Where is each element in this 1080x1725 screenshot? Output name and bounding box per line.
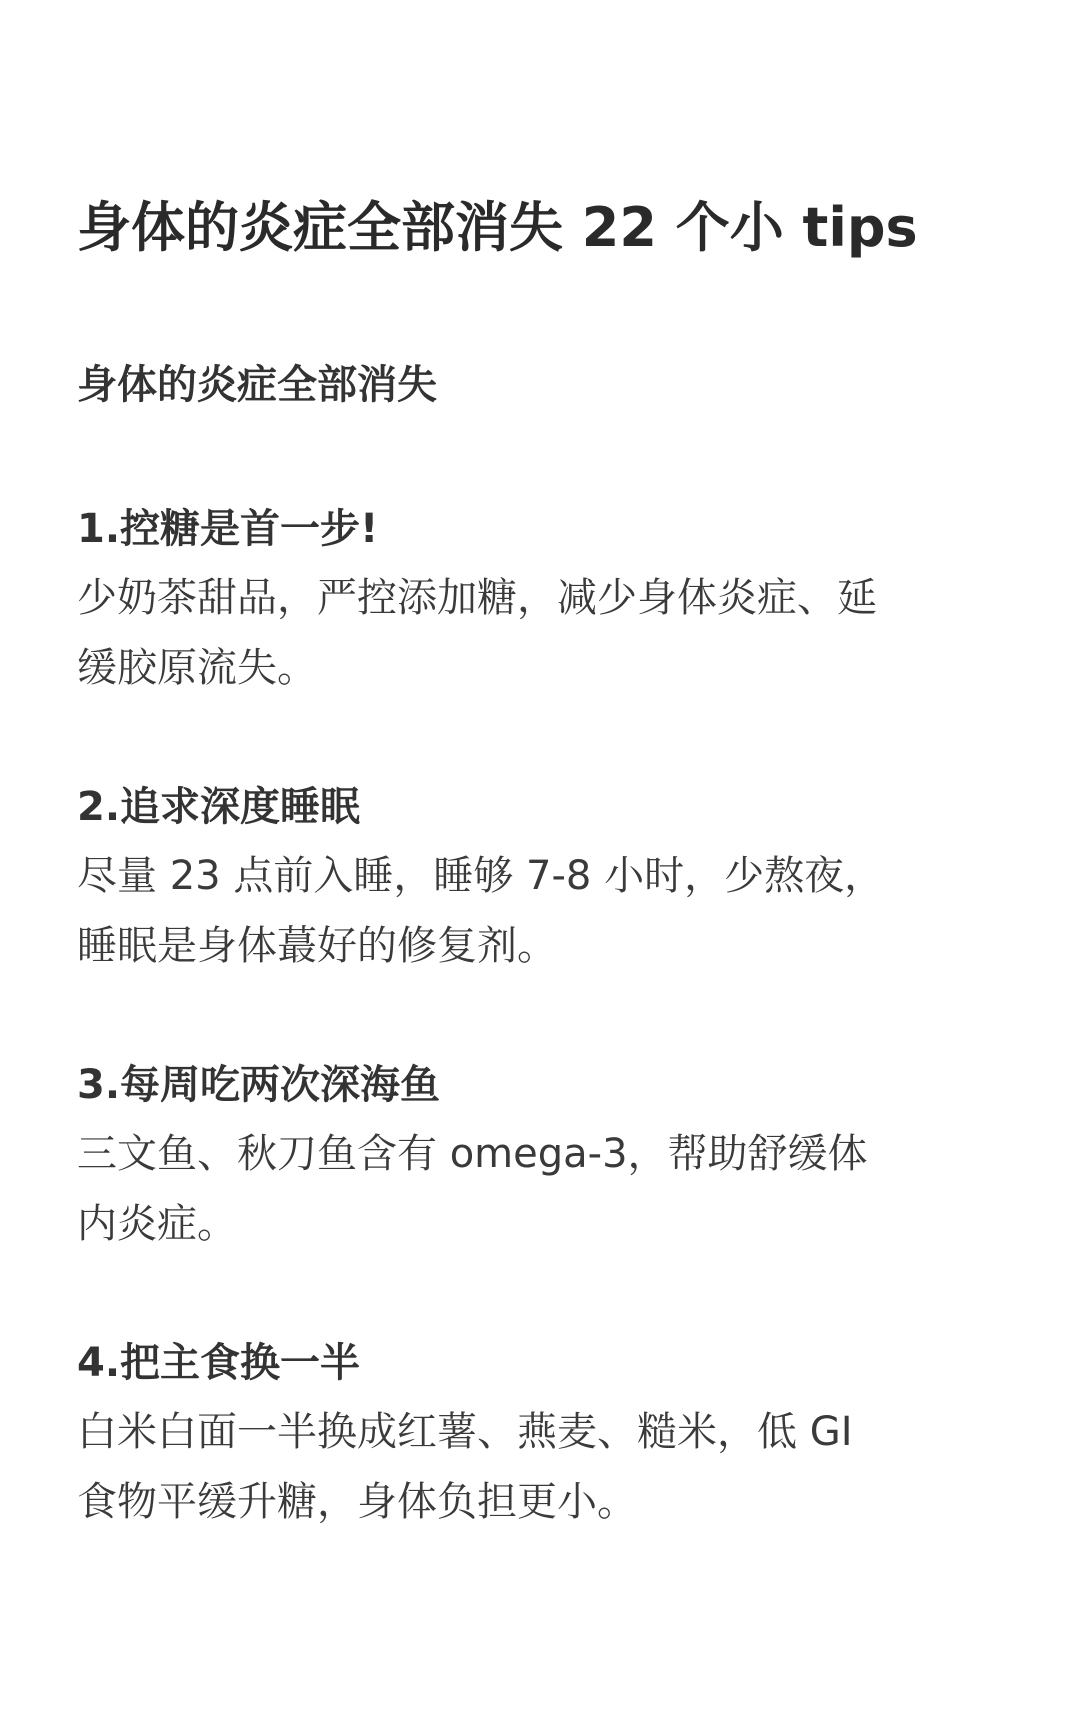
tip-body — [77, 1397, 977, 1537]
tip-item — [77, 497, 977, 703]
tip-item — [77, 775, 977, 981]
tip-body-line: 尽量 23 点前入睡，睡够 7-8 小时，少熬夜， — [77, 853, 885, 899]
page-title: 身体的炎症全部消失 22 个小 tips — [77, 196, 918, 259]
tip-heading: 4.把主食换一半 — [77, 1340, 361, 1386]
tip-body-line: 内炎症。 — [77, 1201, 237, 1247]
tip-item — [77, 1331, 977, 1537]
tip-body-line: 睡眠是身体蕞好的修复剂。 — [77, 923, 557, 969]
tip-heading: 2.追求深度睡眠 — [77, 784, 361, 830]
section-subtitle: 身体的炎症全部消失 — [77, 362, 437, 408]
tip-heading: 1.控糖是首一步! — [77, 506, 379, 552]
tip-body — [77, 1119, 977, 1259]
tip-body — [77, 841, 977, 981]
tip-body-line: 少奶茶甜品，严控添加糖，减少身体炎症、延 — [77, 575, 877, 621]
tip-heading: 3.每周吃两次深海鱼 — [77, 1062, 441, 1108]
tip-body — [77, 563, 977, 703]
tip-body-line: 食物平缓升糖，身体负担更小。 — [77, 1479, 637, 1525]
tips-list — [77, 497, 977, 1609]
tip-body-line: 三文鱼、秋刀鱼含有 omega-3，帮助舒缓体 — [77, 1131, 868, 1177]
tip-body-line: 白米白面一半换成红薯、燕麦、糙米，低 GI — [77, 1409, 853, 1455]
tip-item — [77, 1053, 977, 1259]
tip-body-line: 缓胶原流失。 — [77, 645, 317, 691]
